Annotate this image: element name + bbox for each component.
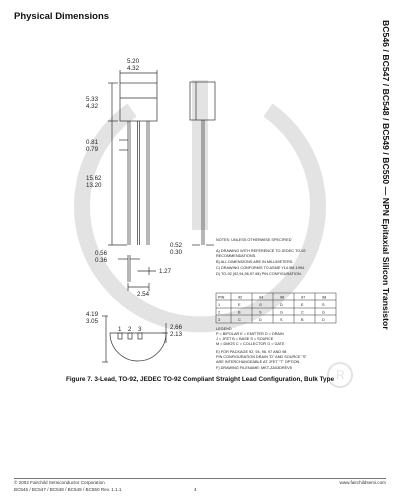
footer-divider xyxy=(14,478,386,479)
pin-number-3: 3 xyxy=(138,326,142,333)
table-cell: G xyxy=(322,310,325,315)
dim-lead-offset-min: 0.79 xyxy=(86,146,99,153)
dim-lead-offset-max: 0.81 xyxy=(86,139,99,146)
dim-bottom-radius-max: 4.19 xyxy=(86,311,99,318)
table-cell: G xyxy=(280,310,283,315)
table-cell: S xyxy=(322,303,325,307)
table-cell: B xyxy=(238,310,241,315)
dim-lead-width-min: 0.36 xyxy=(95,257,108,264)
note-line: PIN CONFIGURATION DRAIN "D" AND SOURCE "S" xyxy=(216,355,307,359)
table-cell: 3 xyxy=(218,318,221,322)
page-title: Physical Dimensions xyxy=(14,11,110,22)
table-cell: 2 xyxy=(218,310,221,315)
table-cell: D xyxy=(322,318,325,322)
dim-lead-thickness-min: 0.30 xyxy=(170,249,183,256)
note-line: E) FOR PACKAGE 92, 94, 96, 97 AND 98 xyxy=(216,350,287,354)
dim-lead-thickness-max: 0.52 xyxy=(170,242,183,249)
table-cell: G xyxy=(259,303,262,307)
dim-lead-length-max: 15.62 xyxy=(86,175,102,182)
note-line: D) TO-92 (92,94,96,97,98) PIN CONFIGURATION. xyxy=(216,272,302,276)
dim-bottom-radius-min: 3.05 xyxy=(86,318,99,325)
table-cell: E xyxy=(301,303,304,307)
table-header-cell: 94 xyxy=(259,295,264,300)
dim-body-height-max: 5.33 xyxy=(86,96,99,103)
pin-number-1: 1 xyxy=(118,326,122,333)
note-line: B) ALL DIMENSIONS ARE IN MILLIMETERS. xyxy=(216,260,294,264)
dim-span: 2.54 xyxy=(137,291,150,298)
watermark-registered-mark: R xyxy=(336,368,345,382)
leads-front xyxy=(128,121,149,245)
dim-pitch: 1.27 xyxy=(159,268,172,275)
pin-number-2: 2 xyxy=(128,326,132,333)
dim-flat-height-min: 2.13 xyxy=(170,331,183,338)
dim-lead-length-min: 13.20 xyxy=(86,182,102,189)
legend-line: J = JFET B = BASE S = SOURCE xyxy=(216,337,274,341)
dim-body-height-min: 4.32 xyxy=(86,103,99,110)
figure-caption: Figure 7. 3-Lead, TO-92, JEDEC TO-92 Compliant Straight Lead Configuration, Bulk Type xyxy=(65,376,335,383)
footer-website-link[interactable]: www.fairchildsemi.com xyxy=(339,480,386,485)
dim-lead-width-max: 0.56 xyxy=(95,250,108,257)
table-cell: C xyxy=(238,318,241,322)
dim-body-width-min: 4.32 xyxy=(127,65,140,72)
legend-block xyxy=(216,327,307,370)
table-cell: B xyxy=(301,318,304,322)
table-header-cell: 96 xyxy=(280,295,285,300)
note-line: C) DRAWING CONFORMS TO ASME Y14.5M-1994. xyxy=(216,266,306,270)
footer-part-numbers: BC546 / BC547 / BC548 / BC549 / BC550 Rev. 1.1.1 xyxy=(14,487,122,492)
note-line: A) DRAWING WITH REFERENCE TO JEDEC TO-92 xyxy=(216,249,306,253)
table-cell: D xyxy=(259,318,262,322)
table-cell: 1 xyxy=(218,303,221,307)
footer-page-number: 4 xyxy=(194,487,197,492)
dim-flat-height-max: 2.66 xyxy=(170,324,183,331)
footer-copyright: © 2002 Fairchild Semiconductor Corporation xyxy=(14,480,105,485)
note-line: NOTES: UNLESS OTHERWISE SPECIFIED xyxy=(216,238,292,242)
legend-line: P = BIPOLAR E = EMITTER D = DRAIN xyxy=(216,332,284,336)
legend-title: LEGEND xyxy=(216,327,232,331)
table-cell: D xyxy=(280,303,283,307)
table-cell: E xyxy=(238,303,241,307)
table-header-cell: PIN xyxy=(218,295,225,300)
legend-line: M = DMOS C = COLLECTOR G = GATE xyxy=(216,342,285,346)
table-cell: C xyxy=(301,310,304,315)
table-header-cell: 97 xyxy=(301,295,306,300)
table-header-cell: 92 xyxy=(238,295,243,300)
note-line: ARE INTERCHANGEABLE AT JFET "T" OPTION. xyxy=(216,360,301,364)
side-title: BC546 / BC547 / BC548 / BC549 / BC550 — NPN Epitaxial Silicon Transistor xyxy=(381,20,391,330)
dim-body-width-max: 5.20 xyxy=(127,58,140,65)
table-cell: S xyxy=(259,310,262,315)
note-line: F) DRAWING FILENAME: MKT-ZA03DREV5 xyxy=(216,366,292,370)
table-cell: S xyxy=(280,318,283,322)
note-line: RECOMMENDATIONS. xyxy=(216,254,257,258)
table-header-cell: 98 xyxy=(322,295,327,300)
